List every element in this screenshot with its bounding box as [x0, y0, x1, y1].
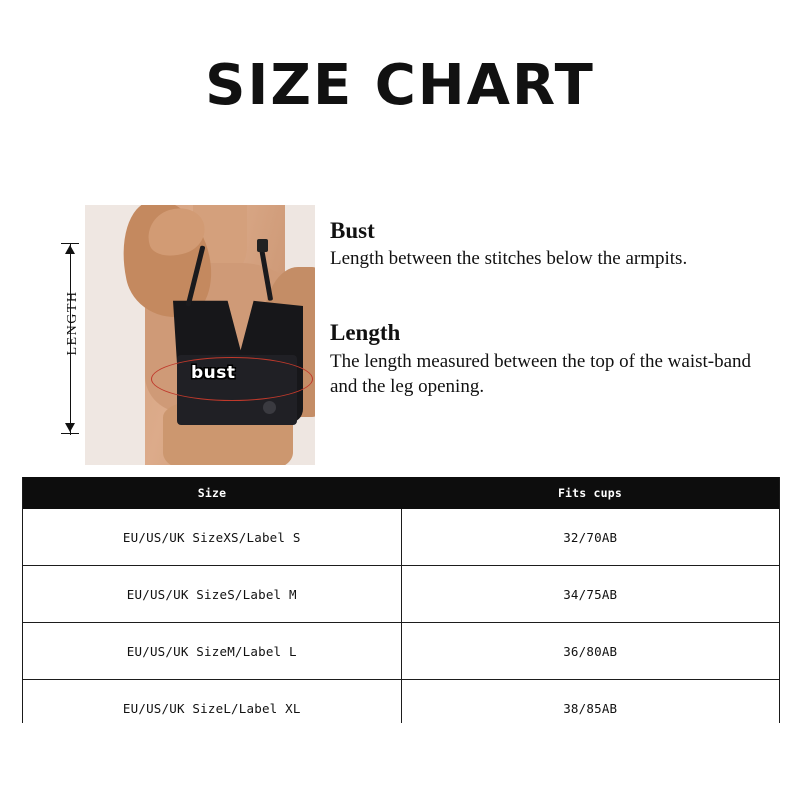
- size-table-container: [22, 477, 780, 737]
- brand-logo-icon: [263, 401, 276, 414]
- cell-fits-cups: 34/75AB: [401, 566, 779, 623]
- length-measure-bottom-cap: [61, 433, 79, 434]
- product-illustration: [30, 205, 315, 465]
- definition-bust-term: Bust: [330, 218, 375, 243]
- definition-length-term: Length: [330, 320, 401, 346]
- table-row: [23, 509, 779, 566]
- size-table-body: [23, 509, 779, 736]
- page-title: SIZE CHART: [205, 53, 595, 118]
- cell-size: EU/US/UK SizeM/Label L: [23, 623, 401, 680]
- bust-measure-label: bust: [191, 363, 236, 383]
- table-header-row: [23, 477, 779, 509]
- cell-fits-cups: 32/70AB: [401, 509, 779, 566]
- cell-fits-cups: 38/85AB: [401, 680, 779, 737]
- cell-fits-cups: 36/80AB: [401, 623, 779, 680]
- size-table: [23, 477, 779, 736]
- definition-bust: [330, 218, 780, 272]
- table-row: [23, 566, 779, 623]
- definition-bust-description: Length between the stitches below the armpits.: [330, 248, 688, 270]
- arrow-up-icon: [65, 245, 75, 254]
- size-table-header: [23, 477, 779, 509]
- cell-size: EU/US/UK SizeS/Label M: [23, 566, 401, 623]
- definition-length-description: The length measured between the top of the waist-band and the leg opening.: [330, 350, 752, 398]
- measurement-definitions: [330, 218, 780, 400]
- definition-length: [330, 320, 780, 400]
- column-header-size: Size: [23, 477, 401, 509]
- cell-size: EU/US/UK SizeL/Label XL: [23, 680, 401, 737]
- column-header-fits-cups: Fits cups: [401, 477, 779, 509]
- bra-strap-adjuster: [257, 239, 268, 252]
- cell-size: EU/US/UK SizeXS/Label S: [23, 509, 401, 566]
- arrow-down-icon: [65, 423, 75, 432]
- length-axis-label: LENGTH: [65, 290, 80, 356]
- length-measure-indicator: [60, 243, 80, 435]
- model-photo: [85, 205, 315, 465]
- footer-whitespace: [0, 723, 800, 800]
- table-row: [23, 623, 779, 680]
